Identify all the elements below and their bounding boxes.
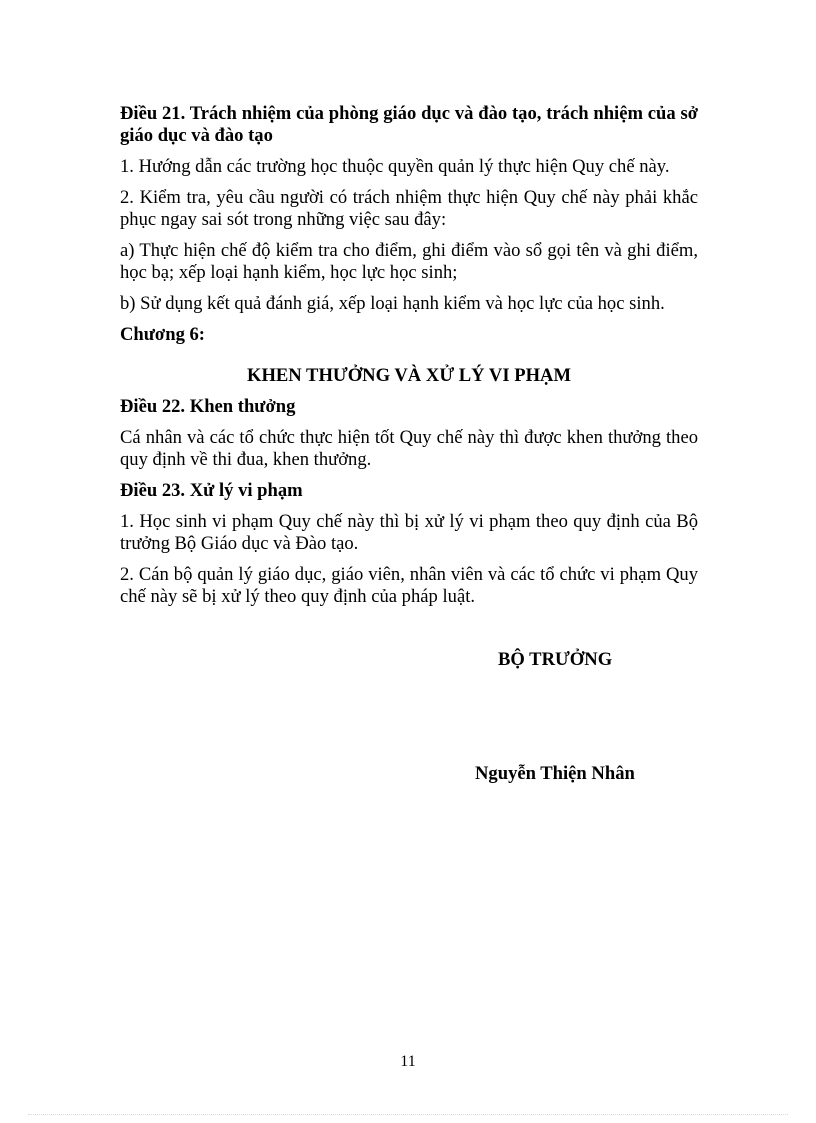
document-body [120, 103, 698, 617]
page-number: 11 [400, 1053, 416, 1070]
article-23-title: Điều 23. Xử lý vi phạm [120, 479, 303, 501]
signature-name: Nguyễn Thiện Nhân [475, 763, 635, 784]
article-22-title: Điều 22. Khen thưởng [120, 395, 296, 417]
article-21-item-a: a) Thực hiện chế độ kiểm tra cho điểm, ghi điểm vào sổ gọi tên và ghi điểm, học bạ; xếp loại hạnh kiểm, học lực học sinh; [120, 240, 698, 283]
article-23-item-2: 2. Cán bộ quản lý giáo dục, giáo viên, nhân viên và các tổ chức vi phạm Quy chế này sẽ bị xử lý theo quy định của pháp luật. [120, 563, 698, 607]
page-bottom-divider [28, 1114, 788, 1115]
article-21-item-b: b) Sử dụng kết quả đánh giá, xếp loại hạnh kiểm và học lực của học sinh. [120, 293, 665, 314]
chapter-6-title: KHEN THƯỞNG VÀ XỬ LÝ VI PHẠM [246, 364, 572, 386]
chapter-6-label: Chương 6: [120, 324, 205, 345]
article-21-item-1: 1. Hướng dẫn các trường học thuộc quyền quản lý thực hiện Quy chế này. [120, 156, 670, 177]
article-21-title: Điều 21. Trách nhiệm của phòng giáo dục và đào tạo, trách nhiệm của sở giáo dục và đào tạo [120, 103, 698, 146]
article-22-text: Cá nhân và các tổ chức thực hiện tốt Quy chế này thì được khen thưởng theo quy định về thi đua, khen thưởng. [120, 426, 698, 470]
article-21-item-2: 2. Kiểm tra, yêu cầu người có trách nhiệm thực hiện Quy chế này phải khắc phục ngay sai sót trong những việc sau đây: [120, 187, 698, 230]
article-23-item-1: 1. Học sinh vi phạm Quy chế này thì bị xử lý vi phạm theo quy định của Bộ trưởng Bộ Giáo dục và Đào tạo. [120, 510, 698, 554]
signature-title: BỘ TRƯỞNG [498, 649, 613, 670]
